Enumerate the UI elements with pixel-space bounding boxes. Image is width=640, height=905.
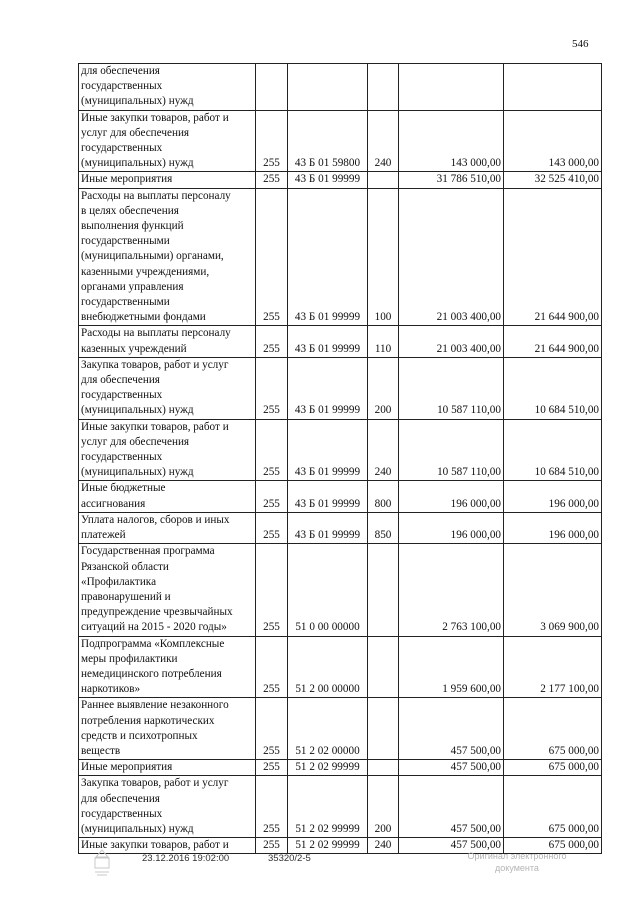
cell-vr: 240	[368, 110, 399, 172]
cell-vr: 800	[368, 481, 399, 512]
cell-name: для обеспечения государственных (муниципальных) нужд	[79, 64, 256, 111]
cell-vr	[368, 172, 399, 188]
table-row	[79, 776, 602, 838]
cell-amount-2018: 3 069 900,00	[504, 544, 602, 636]
cell-csr: 51 0 00 00000	[288, 544, 368, 636]
cell-amount-2017: 457 500,00	[399, 776, 504, 838]
cell-vr: 100	[368, 188, 399, 326]
cell-amount-2018: 10 684 510,00	[504, 357, 602, 419]
emblem-icon	[90, 848, 114, 878]
cell-name: Иные бюджетные ассигнования	[79, 481, 256, 512]
cell-name: Уплата налогов, сборов и иных платежей	[79, 512, 256, 543]
cell-gr: 255	[256, 419, 288, 481]
cell-vr: 240	[368, 838, 399, 854]
cell-amount-2017: 21 003 400,00	[399, 326, 504, 357]
cell-gr: 255	[256, 776, 288, 838]
cell-gr: 255	[256, 838, 288, 854]
cell-csr: 51 2 02 99999	[288, 776, 368, 838]
table-row	[79, 698, 602, 760]
cell-amount-2018: 143 000,00	[504, 110, 602, 172]
cell-name: Расходы на выплаты персоналу в целях обеспечения выполнения функций государственными (муниципальными) органами, казенными учреждениями, органами управления государственными внебюджетными фондами	[79, 188, 256, 326]
cell-amount-2018: 675 000,00	[504, 698, 602, 760]
cell-vr: 850	[368, 512, 399, 543]
cell-amount-2017: 2 763 100,00	[399, 544, 504, 636]
cell-vr: 200	[368, 357, 399, 419]
cell-gr: 255	[256, 544, 288, 636]
cell-amount-2018: 10 684 510,00	[504, 419, 602, 481]
cell-gr: 255	[256, 481, 288, 512]
cell-csr: 43 Б 01 99999	[288, 512, 368, 543]
footer-doc-id: 35320/2-5	[268, 853, 311, 864]
cell-csr: 43 Б 01 59800	[288, 110, 368, 172]
cell-gr: 255	[256, 326, 288, 357]
cell-amount-2017: 21 003 400,00	[399, 188, 504, 326]
cell-csr: 43 Б 01 99999	[288, 172, 368, 188]
table-row	[79, 481, 602, 512]
cell-csr: 51 2 02 99999	[288, 838, 368, 854]
cell-amount-2017: 457 500,00	[399, 838, 504, 854]
table-row	[79, 419, 602, 481]
cell-csr: 43 Б 01 99999	[288, 481, 368, 512]
table-row	[79, 188, 602, 326]
cell-csr: 43 Б 01 99999	[288, 188, 368, 326]
footer-stamp: Оригинал электронного документа	[467, 851, 567, 873]
cell-vr	[368, 760, 399, 776]
cell-amount-2018: 675 000,00	[504, 760, 602, 776]
page-number: 546	[572, 38, 589, 50]
cell-name: Иные закупки товаров, работ и услуг для обеспечения государственных (муниципальных) нужд	[79, 419, 256, 481]
cell-name: Государственная программа Рязанской области «Профилактика правонарушений и предупреждение чрезвычайных ситуаций на 2015 - 2020 годы»	[79, 544, 256, 636]
cell-amount-2017: 10 587 110,00	[399, 419, 504, 481]
cell-gr: 255	[256, 512, 288, 543]
table-row	[79, 64, 602, 111]
cell-vr	[368, 636, 399, 698]
cell-amount-2017	[399, 64, 504, 111]
cell-amount-2018	[504, 64, 602, 111]
cell-name: Расходы на выплаты персоналу казенных учреждений	[79, 326, 256, 357]
cell-name: Иные закупки товаров, работ и	[79, 838, 256, 854]
cell-vr	[368, 64, 399, 111]
cell-gr: 255	[256, 110, 288, 172]
cell-gr	[256, 64, 288, 111]
footer-date: 23.12.2016 19:02:00	[142, 853, 230, 864]
cell-amount-2017: 457 500,00	[399, 698, 504, 760]
cell-amount-2018: 196 000,00	[504, 512, 602, 543]
cell-gr: 255	[256, 357, 288, 419]
cell-vr: 110	[368, 326, 399, 357]
cell-gr: 255	[256, 698, 288, 760]
cell-csr	[288, 64, 368, 111]
table-row	[79, 357, 602, 419]
cell-amount-2018: 21 644 900,00	[504, 188, 602, 326]
cell-gr: 255	[256, 188, 288, 326]
cell-csr: 51 2 00 00000	[288, 636, 368, 698]
cell-amount-2018: 196 000,00	[504, 481, 602, 512]
cell-name: Иные закупки товаров, работ и услуг для обеспечения государственных (муниципальных) нужд	[79, 110, 256, 172]
table-row	[79, 172, 602, 188]
cell-csr: 43 Б 01 99999	[288, 326, 368, 357]
cell-name: Закупка товаров, работ и услуг для обеспечения государственных (муниципальных) нужд	[79, 776, 256, 838]
cell-name: Иные мероприятия	[79, 172, 256, 188]
cell-amount-2018: 675 000,00	[504, 838, 602, 854]
cell-name: Иные мероприятия	[79, 760, 256, 776]
cell-amount-2017: 10 587 110,00	[399, 357, 504, 419]
cell-gr: 255	[256, 760, 288, 776]
cell-vr	[368, 698, 399, 760]
cell-amount-2018: 2 177 100,00	[504, 636, 602, 698]
table-row	[79, 512, 602, 543]
cell-vr: 240	[368, 419, 399, 481]
cell-amount-2018: 32 525 410,00	[504, 172, 602, 188]
budget-table	[78, 63, 602, 854]
cell-amount-2018: 675 000,00	[504, 776, 602, 838]
cell-csr: 51 2 02 00000	[288, 698, 368, 760]
cell-csr: 51 2 02 99999	[288, 760, 368, 776]
table-row	[79, 636, 602, 698]
cell-amount-2017: 457 500,00	[399, 760, 504, 776]
budget-table-body	[79, 64, 602, 854]
table-row	[79, 110, 602, 172]
table-row	[79, 326, 602, 357]
cell-vr	[368, 544, 399, 636]
cell-name: Подпрограмма «Комплексные меры профилактики немедицинского потребления наркотиков»	[79, 636, 256, 698]
cell-gr: 255	[256, 172, 288, 188]
cell-gr: 255	[256, 636, 288, 698]
cell-vr: 200	[368, 776, 399, 838]
table-row	[79, 544, 602, 636]
cell-amount-2017: 1 959 600,00	[399, 636, 504, 698]
cell-amount-2017: 143 000,00	[399, 110, 504, 172]
cell-amount-2017: 196 000,00	[399, 512, 504, 543]
table-row	[79, 760, 602, 776]
cell-name: Закупка товаров, работ и услуг для обеспечения государственных (муниципальных) нужд	[79, 357, 256, 419]
cell-amount-2018: 21 644 900,00	[504, 326, 602, 357]
cell-amount-2017: 196 000,00	[399, 481, 504, 512]
cell-amount-2017: 31 786 510,00	[399, 172, 504, 188]
cell-csr: 43 Б 01 99999	[288, 419, 368, 481]
cell-csr: 43 Б 01 99999	[288, 357, 368, 419]
cell-name: Раннее выявление незаконного потребления наркотических средств и психотропных веществ	[79, 698, 256, 760]
